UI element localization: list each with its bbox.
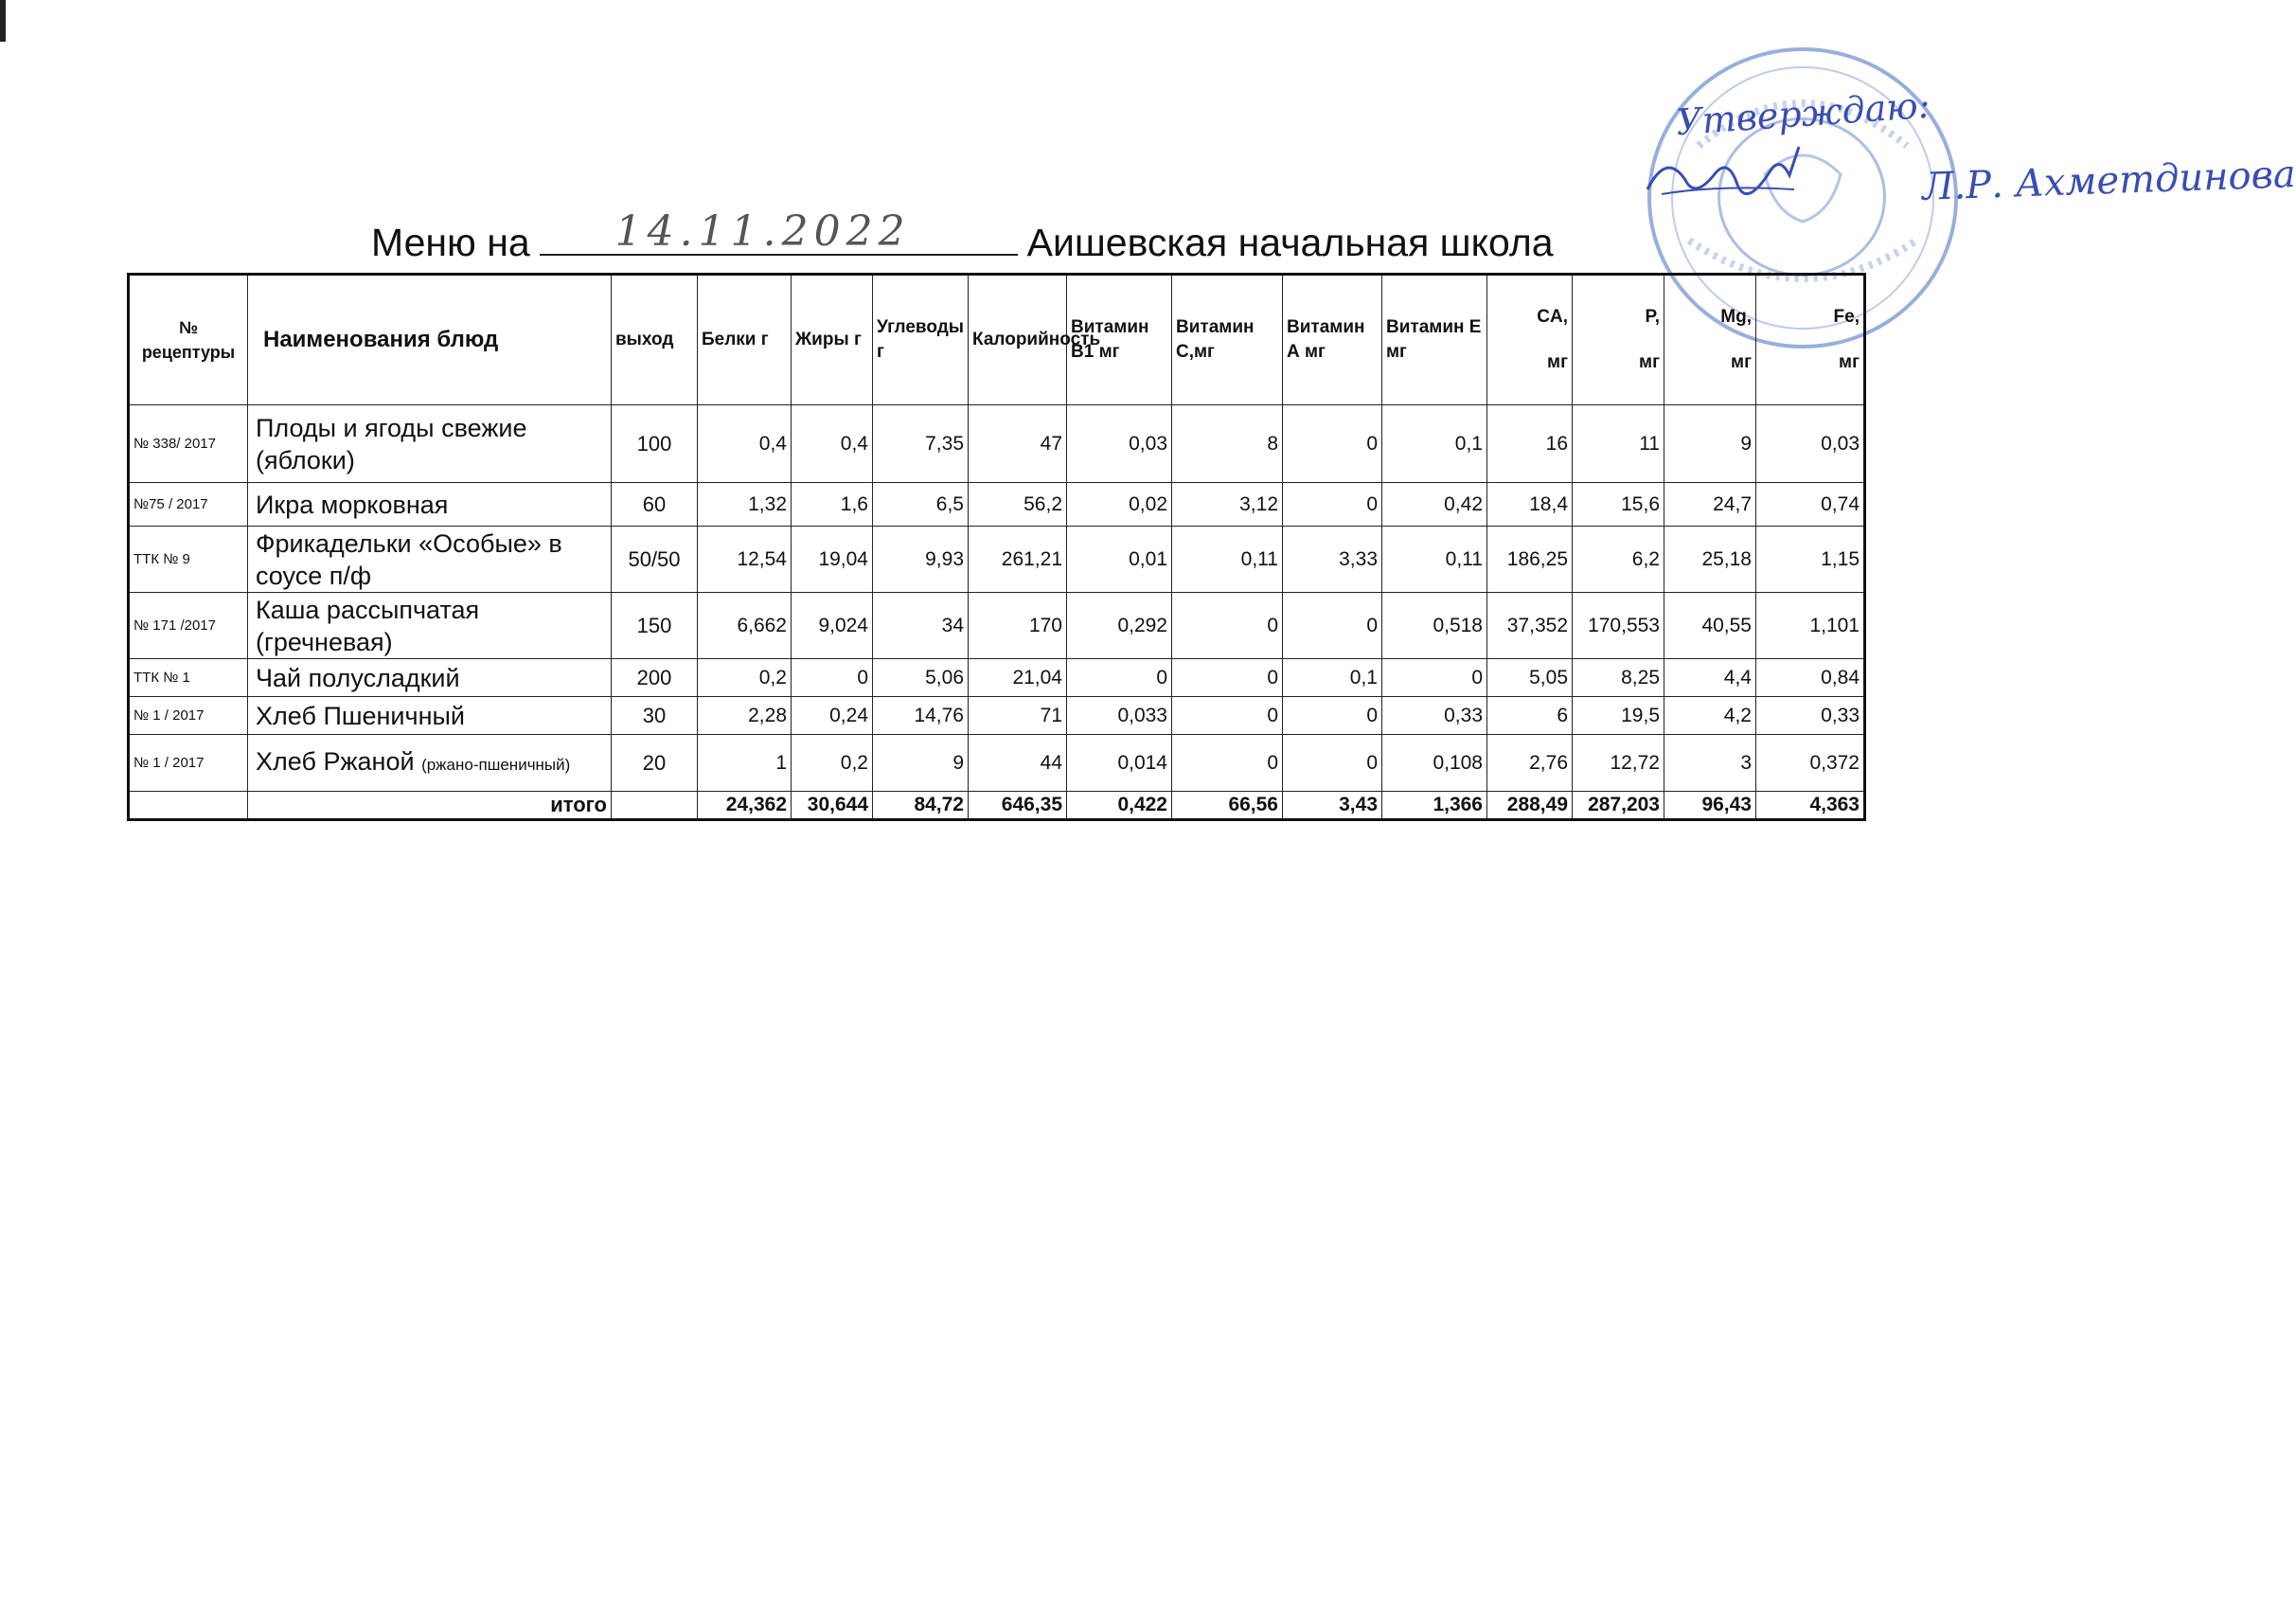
- table-row: [129, 527, 1865, 593]
- table-row: [129, 697, 1865, 735]
- value-fe: 0,33: [1756, 697, 1865, 735]
- dish-name: [248, 405, 612, 483]
- dish-title: Фрикадельки «Особые» в соусе п/ф: [256, 528, 562, 590]
- dish-name: [248, 483, 612, 527]
- total-carb: 84,72: [873, 792, 969, 820]
- value-c: 3,12: [1172, 483, 1283, 527]
- value-p: 19,5: [1573, 697, 1664, 735]
- value-ca: 16: [1487, 405, 1573, 483]
- value-carb: 14,76: [873, 697, 969, 735]
- approval-word: Утверждаю:: [1674, 83, 1931, 144]
- value-kcal: 170: [969, 593, 1067, 659]
- total-label: итого: [248, 792, 612, 820]
- value-b1: 0,292: [1067, 593, 1172, 659]
- col-c: Витамин С,мг: [1172, 275, 1283, 405]
- col-out: выход: [612, 275, 698, 405]
- value-kcal: 56,2: [969, 483, 1067, 527]
- value-fat: 19,04: [792, 527, 873, 593]
- value-protein: 6,662: [698, 593, 792, 659]
- value-p: 6,2: [1573, 527, 1664, 593]
- value-a: 0: [1283, 405, 1382, 483]
- value-fat: 0,2: [792, 735, 873, 792]
- value-carb: 9,93: [873, 527, 969, 593]
- total-p: 287,203: [1573, 792, 1664, 820]
- value-mg: 4,4: [1664, 659, 1756, 697]
- portion-out: 150: [612, 593, 698, 659]
- value-fe: 0,372: [1756, 735, 1865, 792]
- value-mg: 9: [1664, 405, 1756, 483]
- value-c: 0: [1172, 659, 1283, 697]
- page-title: [371, 207, 1554, 265]
- value-c: 8: [1172, 405, 1283, 483]
- value-b1: 0: [1067, 659, 1172, 697]
- col-mg: Mg, мг: [1664, 275, 1756, 405]
- value-p: 8,25: [1573, 659, 1664, 697]
- menu-body: [129, 405, 1865, 820]
- value-protein: 0,4: [698, 405, 792, 483]
- value-ca: 18,4: [1487, 483, 1573, 527]
- total-a: 3,43: [1283, 792, 1382, 820]
- dish-title: Каша рассыпчатая (гречневая): [256, 595, 480, 656]
- value-carb: 5,06: [873, 659, 969, 697]
- value-c: 0: [1172, 697, 1283, 735]
- col-kcal: Калорийность: [969, 275, 1067, 405]
- value-e: 0: [1382, 659, 1487, 697]
- date-value: 14.11.2022: [614, 207, 911, 256]
- dish-name: [248, 735, 612, 792]
- value-fat: 0: [792, 659, 873, 697]
- col-e: Витамин Е мг: [1382, 275, 1487, 405]
- value-a: 0: [1283, 593, 1382, 659]
- col-p: P, мг: [1573, 275, 1664, 405]
- value-protein: 0,2: [698, 659, 792, 697]
- value-kcal: 44: [969, 735, 1067, 792]
- table-row: [129, 405, 1865, 483]
- value-b1: 0,01: [1067, 527, 1172, 593]
- value-ca: 2,76: [1487, 735, 1573, 792]
- value-carb: 9: [873, 735, 969, 792]
- dish-title: Хлеб Ржаной: [256, 746, 415, 776]
- value-b1: 0,033: [1067, 697, 1172, 735]
- recipe-code: ТТК № 9: [129, 527, 248, 593]
- school-name: Аишевская начальная школа: [1026, 221, 1554, 264]
- value-p: 170,553: [1573, 593, 1664, 659]
- value-fe: 0,84: [1756, 659, 1865, 697]
- dish-title: Чай полусладкий: [256, 663, 460, 692]
- approval-initials: Л.Р.: [1921, 162, 2004, 209]
- col-code: № рецептуры: [129, 275, 248, 405]
- table-row: [129, 735, 1865, 792]
- value-mg: 40,55: [1664, 593, 1756, 659]
- recipe-code: № 1 / 2017: [129, 697, 248, 735]
- approval-surname: Ахметдинова: [2014, 152, 2296, 206]
- col-fe: Fe, мг: [1756, 275, 1865, 405]
- col-a: Витамин А мг: [1283, 275, 1382, 405]
- value-e: 0,108: [1382, 735, 1487, 792]
- total-protein: 24,362: [698, 792, 792, 820]
- recipe-code: ТТК № 1: [129, 659, 248, 697]
- value-c: 0: [1172, 735, 1283, 792]
- value-protein: 12,54: [698, 527, 792, 593]
- recipe-code: № 171 /2017: [129, 593, 248, 659]
- col-b1: Витамин В1 мг: [1067, 275, 1172, 405]
- table-row: [129, 483, 1865, 527]
- signature-icon: [1643, 142, 1870, 218]
- value-carb: 34: [873, 593, 969, 659]
- value-c: 0: [1172, 593, 1283, 659]
- portion-out: 50/50: [612, 527, 698, 593]
- value-e: 0,42: [1382, 483, 1487, 527]
- value-p: 12,72: [1573, 735, 1664, 792]
- value-mg: 3: [1664, 735, 1756, 792]
- total-row: [129, 792, 1865, 820]
- scan-edge-mark: [0, 0, 6, 42]
- total-mg: 96,43: [1664, 792, 1756, 820]
- value-fe: 0,03: [1756, 405, 1865, 483]
- col-protein: Белки г: [698, 275, 792, 405]
- col-ca: CA, мг: [1487, 275, 1573, 405]
- dish-name: [248, 593, 612, 659]
- dish-note: (ржано-пшеничный): [421, 755, 571, 774]
- menu-table: [127, 273, 1866, 821]
- value-ca: 186,25: [1487, 527, 1573, 593]
- recipe-code: № 1 / 2017: [129, 735, 248, 792]
- total-c: 66,56: [1172, 792, 1283, 820]
- dish-title: Плоды и ягоды свежие (яблоки): [256, 413, 527, 474]
- portion-out: 100: [612, 405, 698, 483]
- value-ca: 6: [1487, 697, 1573, 735]
- recipe-code: №75 / 2017: [129, 483, 248, 527]
- dish-title: Икра морковная: [256, 490, 449, 519]
- table-row: [129, 593, 1865, 659]
- total-b1: 0,422: [1067, 792, 1172, 820]
- date-field: [540, 207, 1018, 256]
- value-c: 0,11: [1172, 527, 1283, 593]
- value-fat: 1,6: [792, 483, 873, 527]
- portion-out: 20: [612, 735, 698, 792]
- total-fe: 4,363: [1756, 792, 1865, 820]
- value-carb: 7,35: [873, 405, 969, 483]
- value-e: 0,518: [1382, 593, 1487, 659]
- value-ca: 5,05: [1487, 659, 1573, 697]
- total-e: 1,366: [1382, 792, 1487, 820]
- value-kcal: 47: [969, 405, 1067, 483]
- total-empty-cell: [129, 792, 248, 820]
- dish-name: [248, 697, 612, 735]
- value-a: 3,33: [1283, 527, 1382, 593]
- value-p: 15,6: [1573, 483, 1664, 527]
- table-row: [129, 659, 1865, 697]
- value-kcal: 21,04: [969, 659, 1067, 697]
- title-prefix: Меню на: [371, 221, 530, 264]
- portion-out: 60: [612, 483, 698, 527]
- value-fe: 1,101: [1756, 593, 1865, 659]
- value-p: 11: [1573, 405, 1664, 483]
- value-e: 0,1: [1382, 405, 1487, 483]
- value-ca: 37,352: [1487, 593, 1573, 659]
- value-kcal: 71: [969, 697, 1067, 735]
- value-kcal: 261,21: [969, 527, 1067, 593]
- value-e: 0,33: [1382, 697, 1487, 735]
- value-protein: 1: [698, 735, 792, 792]
- dish-name: [248, 659, 612, 697]
- value-a: 0,1: [1283, 659, 1382, 697]
- value-carb: 6,5: [873, 483, 969, 527]
- col-name: Наименования блюд: [248, 275, 612, 405]
- total-empty-cell: [612, 792, 698, 820]
- dish-name: [248, 527, 612, 593]
- total-kcal: 646,35: [969, 792, 1067, 820]
- value-fe: 0,74: [1756, 483, 1865, 527]
- value-fat: 0,24: [792, 697, 873, 735]
- recipe-code: № 338/ 2017: [129, 405, 248, 483]
- value-protein: 2,28: [698, 697, 792, 735]
- value-e: 0,11: [1382, 527, 1487, 593]
- value-mg: 24,7: [1664, 483, 1756, 527]
- total-fat: 30,644: [792, 792, 873, 820]
- dish-title: Хлеб Пшеничный: [256, 701, 465, 730]
- header-row: [129, 275, 1865, 405]
- value-b1: 0,02: [1067, 483, 1172, 527]
- portion-out: 200: [612, 659, 698, 697]
- value-a: 0: [1283, 697, 1382, 735]
- value-mg: 25,18: [1664, 527, 1756, 593]
- value-a: 0: [1283, 735, 1382, 792]
- approval-name: [1921, 152, 2296, 209]
- col-carb: Углеводы г: [873, 275, 969, 405]
- col-fat: Жиры г: [792, 275, 873, 405]
- value-fat: 0,4: [792, 405, 873, 483]
- value-fat: 9,024: [792, 593, 873, 659]
- value-b1: 0,03: [1067, 405, 1172, 483]
- portion-out: 30: [612, 697, 698, 735]
- value-protein: 1,32: [698, 483, 792, 527]
- value-a: 0: [1283, 483, 1382, 527]
- value-b1: 0,014: [1067, 735, 1172, 792]
- value-mg: 4,2: [1664, 697, 1756, 735]
- value-fe: 1,15: [1756, 527, 1865, 593]
- total-ca: 288,49: [1487, 792, 1573, 820]
